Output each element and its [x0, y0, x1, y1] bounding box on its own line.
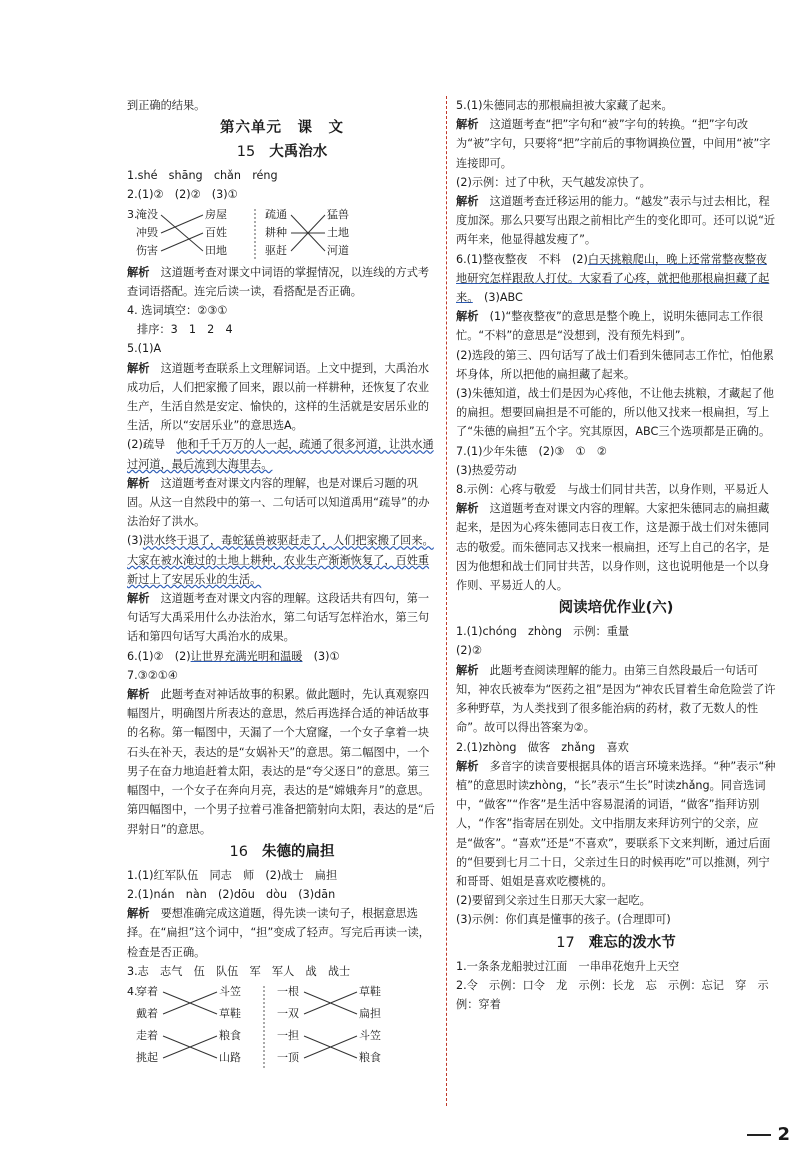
answer-prefix: 6.(1)② (2): [127, 649, 191, 663]
lesson-number: 16: [229, 843, 248, 860]
analysis-text: 这道题考查对课文中词语的掌握情况，以连线的方式考查词语搭配。连完后读一读，看搭配是否正确。: [127, 265, 430, 298]
l15-q5-3: [127, 531, 437, 589]
underlined-answer: 洪水终于退了，毒蛇猛兽被驱赶走了，人们把家搬了回来。大家在被水淹过的土地上耕种，农业生产渐渐恢复了，百姓重新过上了安居乐业的生活。: [127, 534, 434, 586]
l16-q3: 3.志 志气 伍 队伍 军 军人 战 战士: [127, 964, 351, 978]
analysis-label: 解析: [456, 502, 479, 516]
page-number: [747, 1124, 790, 1145]
underlined-answer: 他和千千万万的人一起，疏通了很多河道，让洪水通过河道，最后流到大海里去。: [127, 438, 434, 471]
page-number-dash: [747, 1134, 771, 1136]
intro-line: 到正确的结果。: [127, 99, 206, 112]
l16-q7-1: 7.(1)少年朱德 (2)③ ① ②: [456, 444, 607, 458]
l15-a5-1: [127, 359, 437, 436]
match-word: 疏通: [265, 207, 287, 221]
match-word: 草鞋: [359, 984, 381, 998]
l16-q2: 2.(1)nán nàn (2)dōu dòu (3)dān: [127, 887, 336, 901]
l16-a6-2: (2)选段的第三、四句话写了战士们看到朱德同志工作忙，怕他累坏身体，所以把他的扁担藏了起来。: [456, 348, 774, 381]
left-column: [127, 96, 437, 1076]
l17-q2: 2.令 示例：口令 龙 示例：长龙 忘 示例：忘记 穿 示例：穿着: [456, 978, 769, 1011]
match-word: 田地: [205, 243, 227, 257]
l15-a7: [127, 685, 437, 839]
question-number: 3.: [127, 207, 138, 221]
l17-q1: 1.一条条龙船驶过江面 一串串花炮升上天空: [456, 959, 680, 973]
analysis-text: (1)“整夜整夜”的意思是整个晚上，说明朱德同志工作很忙。“不料”的意思是“没想到，没有预先料到”。: [456, 310, 764, 343]
l16-q8: 8.示例：心疼与敬爱 与战士们同甘共苦，以身作则，平易近人: [456, 483, 769, 497]
l16-a5-1: [456, 115, 776, 173]
question-number: 4.: [127, 984, 138, 998]
analysis-label: 解析: [127, 476, 150, 490]
l15-q3-matching: [127, 205, 437, 261]
analysis-label: 解析: [127, 592, 150, 606]
l15-a5-2: [127, 474, 437, 532]
underlined-answer: 让世界充满光明和温暖: [190, 649, 303, 663]
l15-a5-3: [127, 589, 437, 647]
analysis-text: 这道题考查对课文内容的理解。大家把朱德同志的扁担藏起来，是因为心疼朱德同志日夜工作，这是源于战士们对朱德同志的敬爱。而朱德同志又找来一根扁担，还写上自己的名字，是因为他想和战士们同甘共苦，以身作则，这也说明他是一个以身作则、平易近人的人。: [456, 502, 770, 593]
match-word: 耕种: [265, 225, 287, 239]
analysis-label: 解析: [456, 118, 479, 132]
l16-a5-2: [456, 192, 776, 250]
l16-q1: 1.(1)红军队伍 同志 师 (2)战士 扁担: [127, 868, 338, 882]
match-word: 百姓: [205, 225, 227, 239]
l16-a6-3: (3)朱德知道，战士们是因为心疼他，不让他去挑粮，才藏起了他的扁担。想要回扁担是不可能的，所以他又找来一根扁担，写上了“朱德的扁担”五个字。究其原因，ABC三个选项都是正确的。: [456, 387, 774, 439]
match-word: 淹没: [136, 207, 158, 221]
answer-suffix: (3)ABC: [472, 291, 523, 305]
match-word: 一双: [277, 1006, 299, 1020]
r-a1: [456, 661, 776, 738]
analysis-label: 解析: [127, 688, 150, 702]
analysis-label: 解析: [456, 195, 479, 209]
lesson-number: 15: [236, 144, 256, 161]
unit-title: 第六单元 课 文: [220, 120, 344, 137]
answer-prefix: (3): [127, 534, 143, 548]
analysis-text: 此题考查对神话故事的积累。做此题时，先认真观察四幅图片，明确图片所表达的意思，然后再选择合适的神话故事的名称。第一幅图中，天漏了一个大窟窿，一个女子拿着一块石头在补天，表达的是“女娲补天”的意思。第二幅图中，一个男子在奋力地追赶着太阳，表达的是“夸父逐日”的意思。第三幅图中，一个女子在奔向月亮，表达的是“嫦娥奔月”的意思。第四幅图中，一个男子拉着弓准备把箭射向太阳，表达的是“后羿射日”的意思。: [127, 688, 435, 836]
match-word: 戴着: [136, 1006, 158, 1020]
underlined-answer: 白天挑粮爬山，晚上还常常整夜整夜地研究怎样跟敌人打仗。大家看了心疼，就把他那根扁担藏了起来。: [456, 252, 770, 305]
match-word: 挑起: [136, 1050, 158, 1064]
lesson-17-title: [456, 932, 776, 955]
match-word: 一根: [277, 984, 299, 998]
l16-q5-1: 5.(1)朱德同志的那根扁担被大家藏了起来。: [456, 99, 673, 112]
match-word: 伤害: [136, 243, 158, 257]
match-word: 一顶: [277, 1050, 299, 1064]
answer-suffix: (3)①: [302, 649, 340, 663]
match-word: 斗笠: [359, 1028, 381, 1042]
matching-lines: [127, 982, 437, 1074]
l15-q2: 2.(1)② (2)② (3)①: [127, 188, 238, 202]
match-word: 驱赶: [265, 243, 287, 257]
right-column: [456, 96, 776, 1014]
l15-q6: [127, 647, 437, 666]
analysis-label: 解析: [456, 310, 479, 324]
lesson-name: 大禹治水: [269, 144, 328, 161]
match-word: 斗笠: [219, 984, 241, 998]
analysis-text: 此题考查阅读理解的能力。由第三自然段最后一句话可知，神农氏被奉为“医药之祖”是因为“神农氏冒着生命危险尝了许多种野草，为人类找到了很多能治病的药材，救了无数人的性命”。故可以得出答案为②。: [456, 663, 776, 735]
match-word: 扁担: [359, 1006, 381, 1020]
lesson-15-title: [127, 141, 437, 164]
match-word: 粮食: [359, 1050, 381, 1064]
l15-q4: 4. 选词填空：②③①: [127, 304, 228, 318]
r-q1: 1.(1)chóng zhòng 示例：重量: [456, 625, 630, 639]
analysis-text: 这道题考查迁移运用的能力。“越发”表示与过去相比，程度加深。那么只要写出跟之前相比产生的变化即可。还可以说“近两年来，他显得越发瘦了”。: [456, 195, 776, 247]
match-word: 穿着: [136, 984, 158, 998]
matching-lines: [127, 205, 437, 261]
l16-q6: [456, 250, 776, 308]
analysis-label: 解析: [127, 265, 150, 279]
match-word: 房屋: [205, 207, 227, 221]
page-number-value: 2: [777, 1124, 790, 1145]
section-title: 阅读培优作业(六): [558, 600, 674, 617]
l15-q1: 1.shé shāng chǎn réng: [127, 169, 278, 183]
l15-q5-2: [127, 435, 437, 473]
l16-q4-matching: [127, 982, 437, 1074]
r-q2: 2.(1)zhòng 做客 zhǎng 喜欢: [456, 740, 629, 754]
l16-a2: [127, 904, 437, 962]
analysis-label: 解析: [127, 907, 150, 921]
l16-a8: [456, 499, 776, 595]
answer-prefix: (2)疏导: [127, 438, 177, 452]
answer-prefix: 6.(1)整夜整夜 不料 (2): [456, 252, 588, 266]
match-word: 草鞋: [219, 1006, 241, 1020]
analysis-label: 解析: [456, 759, 479, 773]
lesson-name: 朱德的扁担: [261, 843, 335, 860]
match-word: 冲毁: [136, 225, 158, 239]
l15-q7: 7.③②①④: [127, 668, 178, 682]
match-word: 土地: [327, 225, 349, 239]
l15-a3: [127, 263, 437, 301]
match-word: 粮食: [219, 1028, 241, 1042]
lesson-number: 17: [556, 934, 575, 951]
match-word: 一担: [277, 1028, 299, 1042]
l15-q4-order: 排序：3 1 2 4: [137, 323, 233, 337]
match-word: 河道: [327, 243, 349, 257]
analysis-label: 解析: [456, 663, 479, 677]
analysis-label: 解析: [127, 361, 150, 375]
analysis-text: 这道题考查“把”字句和“被”字句的转换。“把”字句改为“被”字句，只要将“把”字前后的事物调换位置，中间用“被”字连接即可。: [456, 118, 771, 170]
column-divider: [446, 96, 447, 1106]
r-q2-2: (2)要留到父亲过生日那天大家一起吃。: [456, 894, 651, 908]
lesson-16-title: [127, 841, 437, 864]
analysis-text: 这道题考查对课文内容的理解。这段话共有四句，第一句话写大禹采用什么办法治水，第二句话写怎样治水，第三句话和第四句话写大禹治水的成果。: [127, 592, 430, 644]
l16-q5-2: (2)示例：过了中秋，天气越发凉快了。: [456, 175, 651, 189]
r-a2: [456, 757, 776, 891]
l16-a6: [456, 307, 776, 345]
l16-q7-2: (3)热爱劳动: [456, 463, 517, 477]
r-q2-3: (3)示例：你们真是懂事的孩子。(合理即可): [456, 913, 671, 927]
analysis-text: 多音字的读音要根据具体的语言环境来选择。“种”表示“种植”的意思时读zhòng，“长”表示“生长”时读zhǎng。同音选词中，“做客”“作客”是生活中容易混淆的词语，“做客”指拜访别人，“作客”指寄居在别处。文中指朋友来拜访列宁的父亲，应是“做客”。“喜欢”还是“不喜欢”，要联系下文来判断，通过后面的“但要到七月二十日，父亲过生日的时候再吃”可以推测，列宁和哥哥、姐姐是喜欢吃樱桃的。: [456, 759, 776, 888]
analysis-text: 这道题考查联系上文理解词语。上文中提到，大禹治水成功后，人们把家搬了回来，跟以前一样耕种，还恢复了农业生产，生活自然是安定、愉快的，这样的生活就是安居乐业的生活，所以“安居乐业”的意思选A。: [127, 361, 430, 433]
match-word: 山路: [219, 1050, 241, 1064]
match-word: 走着: [136, 1028, 158, 1042]
lesson-name: 难忘的泼水节: [588, 934, 676, 951]
r-q1-2: (2)②: [456, 644, 482, 658]
analysis-text: 要想准确完成这道题，得先读一读句子，根据意思选择。在“扁担”这个词中，“担”变成了轻声。写完后再读一读，检查是否正确。: [127, 907, 430, 959]
match-word: 猛兽: [327, 207, 349, 221]
analysis-text: 这道题考查对课文内容的理解，也是对课后习题的巩固。从这一自然段中的第一、二句话可以知道禹用“疏导”的办法治好了洪水。: [127, 476, 430, 529]
l15-q5-1: 5.(1)A: [127, 342, 162, 356]
